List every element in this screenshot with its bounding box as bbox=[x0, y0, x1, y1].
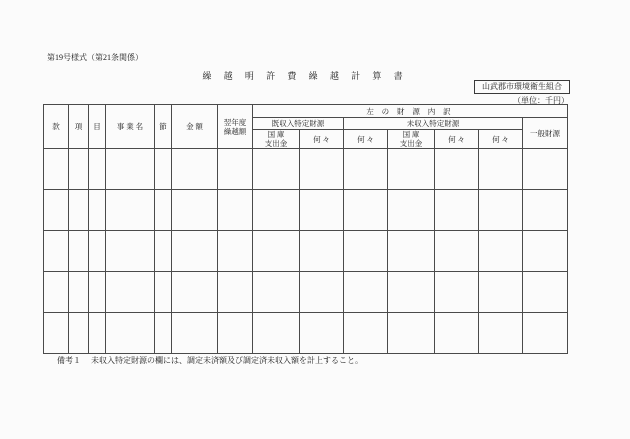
empty-cell bbox=[89, 231, 106, 272]
empty-cell bbox=[388, 272, 435, 313]
table-row bbox=[44, 190, 568, 231]
empty-cell bbox=[523, 231, 568, 272]
col-header-kokko-shishutsukin bbox=[388, 130, 435, 149]
empty-cell bbox=[479, 313, 523, 354]
empty-cell bbox=[435, 231, 479, 272]
empty-cell bbox=[69, 313, 89, 354]
empty-cell bbox=[218, 190, 253, 231]
empty-cell bbox=[106, 190, 155, 231]
col-header-jigyou-mei: 事 業 名 bbox=[106, 105, 155, 149]
header-line: 支出金 bbox=[399, 139, 423, 148]
empty-cell bbox=[388, 190, 435, 231]
empty-cell bbox=[218, 272, 253, 313]
col-header-yokunendo-kurikoshigaku bbox=[218, 105, 253, 149]
col-header-naninani: 何 々 bbox=[344, 130, 388, 149]
organization-name: 山武郡市環境衛生組合 bbox=[482, 82, 562, 91]
col-header-naninani: 何 々 bbox=[435, 130, 479, 149]
document-title: 繰 越 明 許 費 繰 越 計 算 書 bbox=[202, 71, 408, 81]
col-header-zaigen-uchiwake: 左 の 財 源 内 訳 bbox=[253, 105, 568, 118]
header-line: 国 庫 bbox=[402, 130, 420, 139]
empty-cell bbox=[44, 149, 69, 190]
empty-cell bbox=[523, 313, 568, 354]
empty-cell bbox=[172, 231, 218, 272]
header-line: 翌年度 bbox=[223, 117, 247, 127]
empty-cell bbox=[300, 231, 344, 272]
unit-label: （単位：千円） bbox=[513, 96, 569, 105]
empty-cell bbox=[300, 149, 344, 190]
col-header-naninani: 何 々 bbox=[479, 130, 523, 149]
empty-cell bbox=[253, 272, 300, 313]
col-header-ippan-zaigen: 一般財源 bbox=[523, 118, 568, 149]
empty-cell bbox=[218, 231, 253, 272]
footnote-label: 備考１ bbox=[57, 356, 81, 365]
empty-cell bbox=[435, 149, 479, 190]
empty-cell bbox=[218, 313, 253, 354]
empty-cell bbox=[300, 190, 344, 231]
empty-cell bbox=[106, 313, 155, 354]
empty-cell bbox=[172, 149, 218, 190]
empty-cell bbox=[523, 149, 568, 190]
col-header-kingaku: 金 額 bbox=[172, 105, 218, 149]
empty-cell bbox=[155, 313, 172, 354]
empty-cell bbox=[253, 190, 300, 231]
table-row bbox=[44, 231, 568, 272]
header-line: 支出金 bbox=[264, 139, 288, 148]
empty-cell bbox=[388, 231, 435, 272]
empty-cell bbox=[69, 272, 89, 313]
table-row bbox=[44, 313, 568, 354]
empty-cell bbox=[89, 313, 106, 354]
empty-cell bbox=[44, 190, 69, 231]
table-header bbox=[44, 105, 568, 149]
empty-cell bbox=[89, 190, 106, 231]
empty-cell bbox=[106, 272, 155, 313]
col-header-naninani: 何 々 bbox=[300, 130, 344, 149]
empty-cell bbox=[344, 272, 388, 313]
empty-cell bbox=[172, 190, 218, 231]
empty-cell bbox=[253, 149, 300, 190]
empty-cell bbox=[155, 149, 172, 190]
col-header-kou: 項 bbox=[69, 105, 89, 149]
organization-box bbox=[474, 80, 570, 94]
empty-cell bbox=[44, 231, 69, 272]
empty-cell bbox=[300, 272, 344, 313]
col-header-kishuunyuu-tokutei-zaigen: 既収入特定財源 bbox=[253, 118, 344, 130]
col-header-moku: 目 bbox=[89, 105, 106, 149]
table-row bbox=[44, 272, 568, 313]
empty-cell bbox=[300, 313, 344, 354]
empty-cell bbox=[253, 231, 300, 272]
empty-cell bbox=[479, 190, 523, 231]
footnote-text: 未収入特定財源の欄には、調定未済額及び調定済未収入額を計上すること。 bbox=[91, 356, 363, 365]
header-line: 国 庫 bbox=[267, 130, 285, 139]
empty-cell bbox=[89, 149, 106, 190]
footnote bbox=[57, 355, 363, 366]
col-header-mishuunyuu-tokutei-zaigen: 未収入特定財源 bbox=[344, 118, 523, 130]
empty-cell bbox=[435, 313, 479, 354]
header-row-1 bbox=[44, 105, 568, 118]
col-header-setsu: 節 bbox=[155, 105, 172, 149]
empty-cell bbox=[523, 272, 568, 313]
empty-cell bbox=[69, 231, 89, 272]
empty-cell bbox=[89, 272, 106, 313]
empty-cell bbox=[69, 190, 89, 231]
empty-cell bbox=[479, 149, 523, 190]
empty-cell bbox=[106, 231, 155, 272]
carryover-calculation-table bbox=[43, 104, 568, 354]
empty-cell bbox=[388, 313, 435, 354]
empty-cell bbox=[435, 272, 479, 313]
empty-cell bbox=[172, 272, 218, 313]
empty-cell bbox=[106, 149, 155, 190]
empty-cell bbox=[155, 190, 172, 231]
empty-cell bbox=[218, 149, 253, 190]
empty-cell bbox=[388, 149, 435, 190]
empty-cell bbox=[479, 231, 523, 272]
empty-cell bbox=[155, 231, 172, 272]
empty-cell bbox=[44, 313, 69, 354]
empty-cell bbox=[44, 272, 69, 313]
form-number-label: 第19号様式（第21条関係） bbox=[47, 53, 143, 62]
empty-cell bbox=[155, 272, 172, 313]
empty-cell bbox=[344, 190, 388, 231]
empty-cell bbox=[344, 231, 388, 272]
empty-cell bbox=[435, 190, 479, 231]
empty-cell bbox=[69, 149, 89, 190]
table-body bbox=[44, 149, 568, 354]
empty-cell bbox=[523, 190, 568, 231]
table-row bbox=[44, 149, 568, 190]
empty-cell bbox=[479, 272, 523, 313]
empty-cell bbox=[172, 313, 218, 354]
empty-cell bbox=[344, 149, 388, 190]
header-line: 繰越額 bbox=[223, 126, 247, 136]
empty-cell bbox=[253, 313, 300, 354]
col-header-kan: 款 bbox=[44, 105, 69, 149]
empty-cell bbox=[344, 313, 388, 354]
col-header-kokko-shishutsukin bbox=[253, 130, 300, 149]
